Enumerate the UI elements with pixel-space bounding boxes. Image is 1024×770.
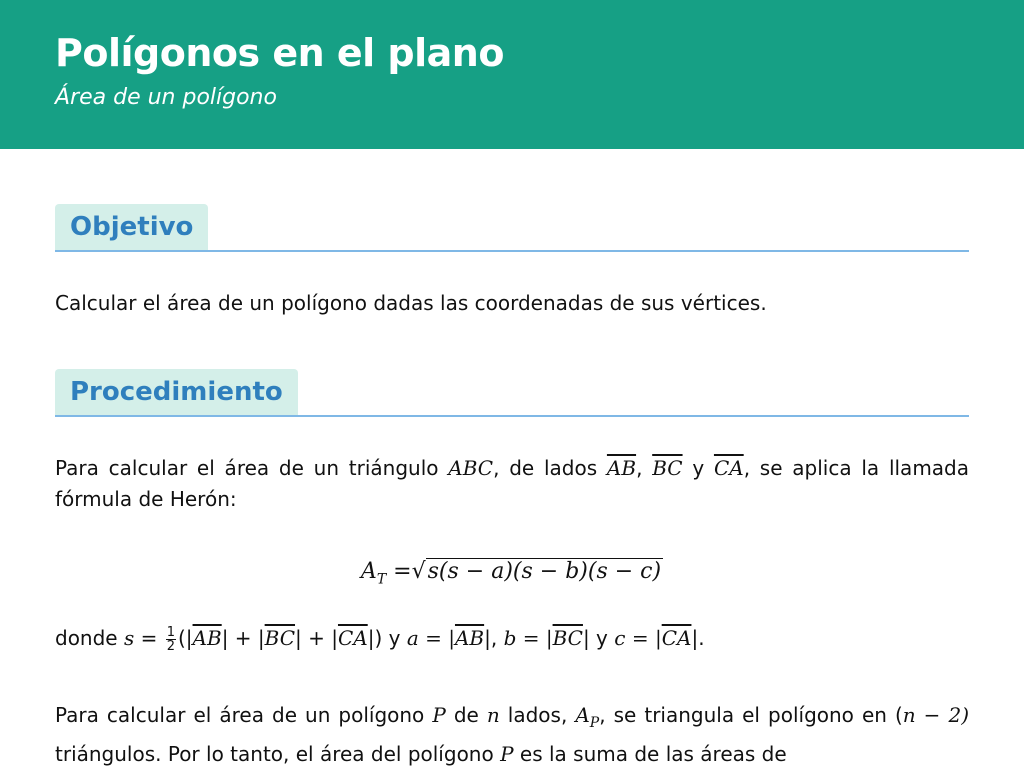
page-title: Polígonos en el plano	[55, 31, 504, 75]
section-heading-procedimiento	[55, 369, 969, 417]
objetivo-text: Calcular el área de un polígono dadas las coordenadas de sus vértices.	[55, 291, 767, 315]
page-header	[0, 0, 1024, 149]
page-subtitle: Área de un polígono	[55, 85, 277, 110]
polygon-triangulation-paragraph: Para calcular el área de un polígono P de n lados, $A_P$, se triangula el polígono en (n − 2) triángulos. Por lo tanto, el área del polígono P es la suma de las áreas de	[55, 703, 969, 767]
main-content	[0, 149, 1024, 770]
section-tag-objetivo: Objetivo	[55, 204, 208, 250]
heron-intro-paragraph: Para calcular el área de un triángulo ABC, de lados $\overline{AB}$, $\overline{BC}$ y $\overline{CA}$, se aplica la llamada fórmula de Herón:	[55, 456, 970, 511]
section-tag-procedimiento: Procedimiento	[55, 369, 298, 415]
heron-formula: $A_T =√s(s - a)(s - b)(s - c)$	[360, 559, 662, 588]
section-heading-objetivo	[55, 204, 969, 252]
semiperimeter-definition: donde s = $\frac{1}{2}$ $(|\overline{AB}| + |\overline{BC}| + |\overline{CA}|)$ y $a = |\overline{AB}|$, $b = |\overline{BC}|$ y $c = |\overline{CA}|$.	[55, 625, 705, 655]
